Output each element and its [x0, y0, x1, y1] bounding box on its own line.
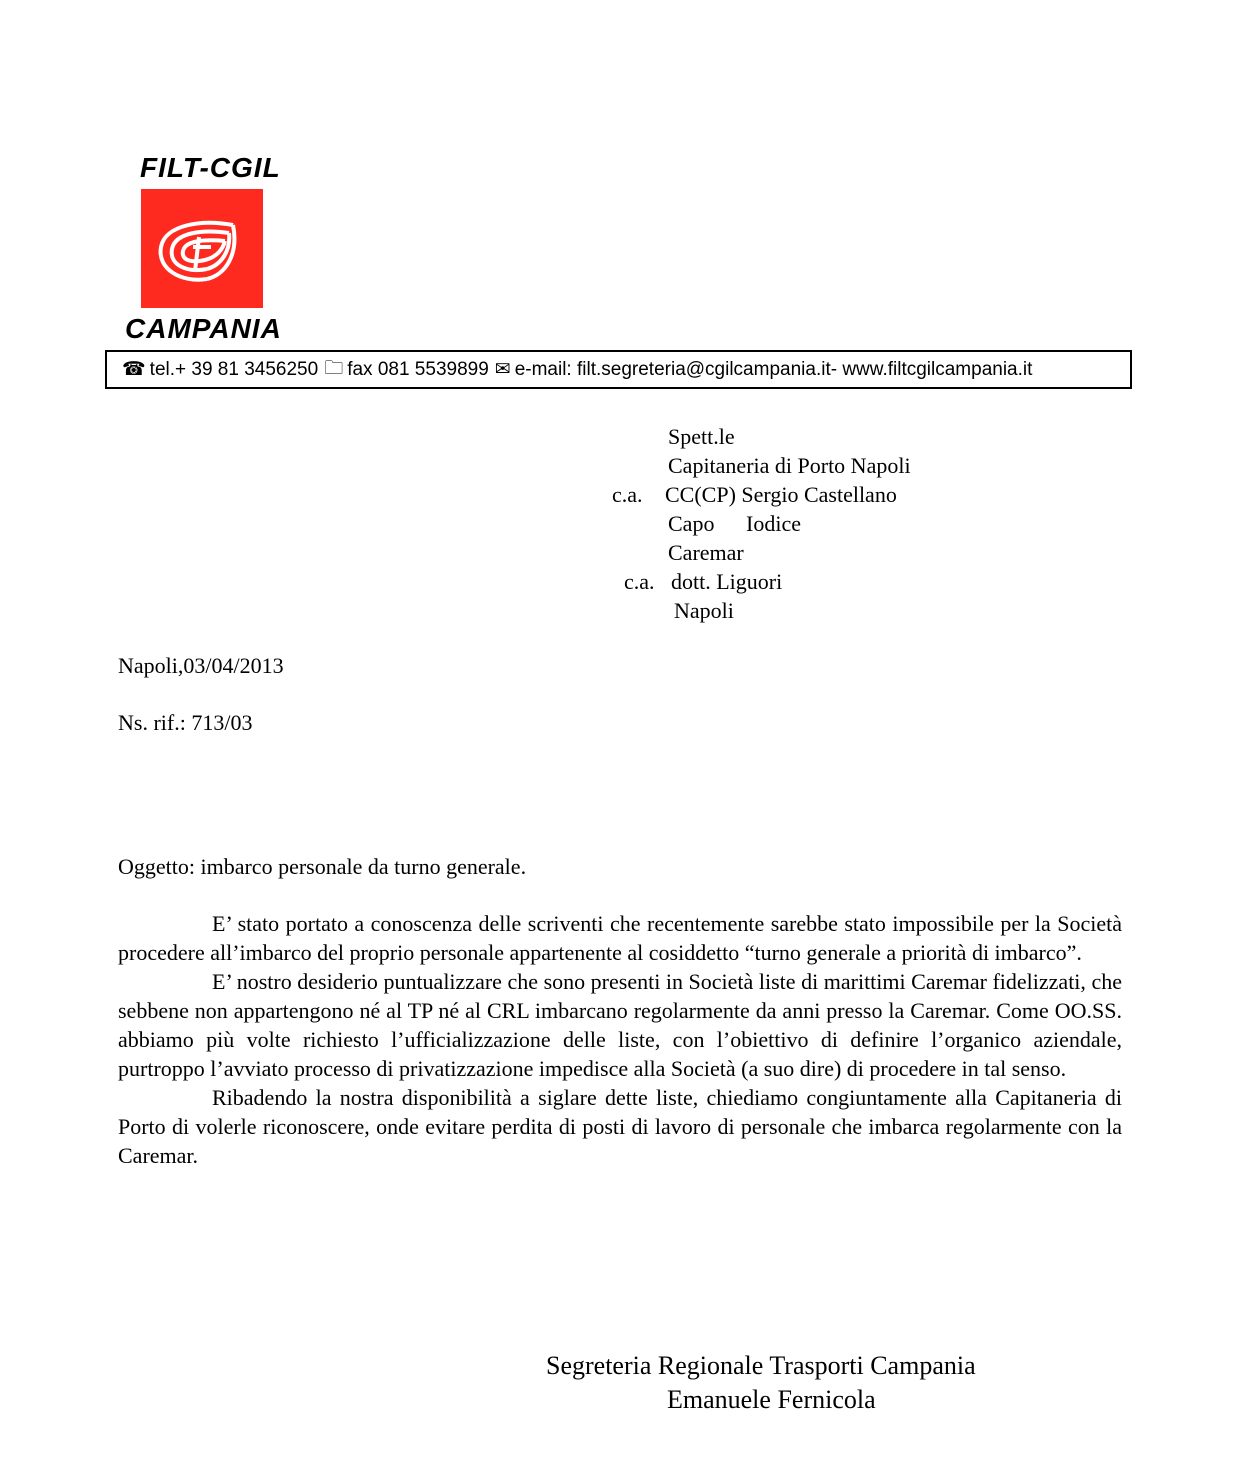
email-website: e-mail: filt.segreteria@cgilcampania.it- www.filtcgilcampania.it	[514, 358, 1033, 380]
date-line: Napoli,03/04/2013	[118, 653, 284, 678]
addressee-line-4a: Capo	[668, 511, 715, 536]
addressee-line-5: Caremar	[668, 540, 744, 565]
reference-line: Ns. rif.: 713/03	[118, 710, 253, 735]
folder-icon: 🗀	[324, 357, 344, 379]
addressee-ca-2: c.a.	[624, 569, 655, 594]
phone-icon: ☎	[122, 359, 146, 380]
logo-region: CAMPANIA	[125, 313, 282, 344]
subject-line: Oggetto: imbarco personale da turno generale.	[118, 854, 527, 879]
paragraph-1: E’ stato portato a conoscenza delle scriventi che recentemente sarebbe stato impossibile per la Società procedere all’imbarco del proprio personale appartenente al cosiddetto “turno generale a priorità di imbarco”.	[118, 911, 1122, 965]
addressee-line-4b: Iodice	[746, 511, 801, 536]
envelope-icon: ✉	[494, 359, 511, 380]
addressee-ca-1: c.a.	[612, 482, 643, 507]
addressee-line-7: Napoli	[674, 598, 734, 623]
paragraph-2: E’ nostro desiderio puntualizzare che sono presenti in Società liste di marittimi Caremar fidelizzati, che sebbene non appartengono né al TP né al CRL imbarcano regolarmente da anni presso la Caremar. Come OO.SS. abbiamo più volte richiesto l’ufficializzazione delle liste, con l’obiettivo di definire l’organico aziendale, purtroppo l’avviato processo di privatizzazione impedisce alla Società (a suo dire) di procedere in tal senso.	[118, 969, 1122, 1081]
phone-number: tel.+ 39 81 3456250	[149, 358, 319, 380]
fax-number: fax 081 5539899	[347, 358, 489, 380]
addressee-line-3: CC(CP) Sergio Castellano	[665, 482, 897, 507]
paragraph-3: Ribadendo la nostra disponibilità a siglare dette liste, chiediamo congiuntamente alla Capitaneria di Porto di volerle riconoscere, onde evitare perdita di posti di lavoro di personale che imbarca regolarmente con la Caremar.	[118, 1085, 1122, 1168]
filt-logo-mark	[141, 189, 263, 308]
logo-title: FILT-CGIL	[140, 152, 281, 183]
letter-body	[118, 909, 1122, 1170]
signature-office: Segreteria Regionale Trasporti Campania	[546, 1351, 976, 1380]
addressee-line-6: dott. Liguori	[671, 569, 783, 594]
addressee-line-2: Capitaneria di Porto Napoli	[668, 453, 911, 478]
addressee-line-1: Spett.le	[668, 424, 735, 449]
contact-bar	[105, 350, 1132, 389]
signature-name: Emanuele Fernicola	[667, 1385, 876, 1414]
